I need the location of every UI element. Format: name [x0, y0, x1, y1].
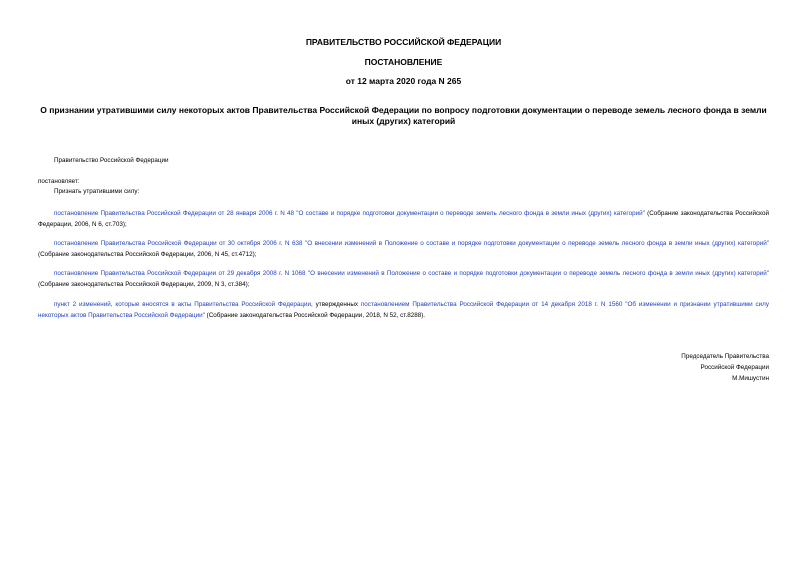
amendment-link[interactable]: пункт 2 изменений, которые вносятся в акты Правительства Российской Федерации: [54, 301, 312, 308]
decree-link[interactable]: постановлением Правительства Российской Федерации от 14 декабря 2018 г. N 1560 "Об изменении и признании утратившими силу некоторых актов Правительства Российской Федерации": [38, 301, 769, 319]
government-heading: ПРАВИТЕЛЬСТВО РОССИЙСКОЙ ФЕДЕРАЦИИ: [305, 37, 502, 47]
intro-paragraph: Правительство Российской Федерации: [54, 157, 169, 164]
list-item: [38, 268, 769, 290]
decree-link[interactable]: постановление Правительства Российской Федерации от 29 декабря 2008 г. N 1068 "О внесении изменений в Положение о составе и порядке подготовки документации о переводе земель лесного фонда в земли иных (других) категорий": [54, 270, 769, 277]
declare-paragraph: Признать утратившими силу:: [54, 188, 140, 195]
list-item: [38, 208, 769, 230]
document-type-heading: ПОСТАНОВЛЕНИЕ: [364, 57, 443, 67]
list-item: [38, 299, 769, 321]
source-text: (Собрание законодательства Российской Федерации, 2009, N 3, ст.384);: [38, 281, 250, 288]
signature-name: М.Мишустин: [732, 375, 769, 382]
source-text: (Собрание законодательства Российской Федерации, 2018, N 52, ст.8288).: [204, 312, 426, 319]
signature-title-line2: Российской Федерации: [700, 364, 769, 371]
middle-text: , утвержденных: [311, 301, 361, 308]
document-title: О признании утратившими силу некоторых актов Правительства Российской Федерации по вопросу подготовки документации о переводе земель лесного фонда в земли иных (других) категорий: [40, 105, 767, 126]
source-text: (Собрание законодательства Российской Федерации, 2006, N 6, ст.703);: [38, 210, 770, 228]
source-text: (Собрание законодательства Российской Федерации, 2006, N 45, ст.4712);: [38, 251, 257, 258]
decree-link[interactable]: постановление Правительства Российской Федерации от 30 октября 2006 г. N 638 "О внесении изменений в Положение о составе и порядке подготовки документации о переводе земель лесного фонда в земли иных (других) категорий": [54, 240, 769, 247]
decree-link[interactable]: постановление Правительства Российской Федерации от 28 января 2006 г. N 48 "О составе и порядке подготовки документации о переводе земель лесного фонда в земли иных (других) категорий": [54, 210, 645, 217]
date-number-heading: от 12 марта 2020 года N 265: [345, 76, 462, 86]
signature-title-line1: Председатель Правительства: [681, 353, 769, 360]
decrees-paragraph: постановляет:: [38, 178, 80, 185]
list-item: [38, 238, 769, 260]
